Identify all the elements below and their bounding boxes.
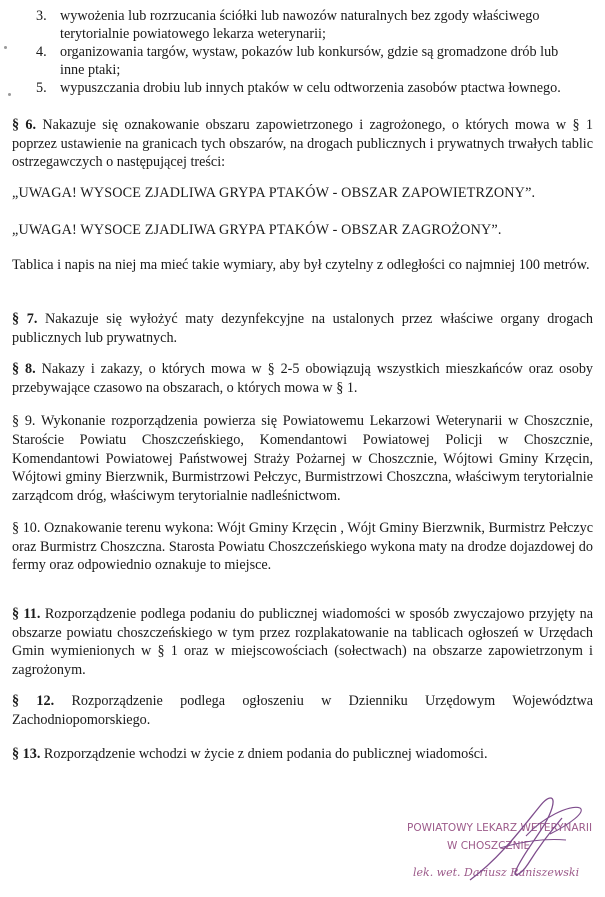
paragraph-text: Rozporządzenie podlega podaniu do publicznej wiadomości w sposób zwyczajowo przyjęty na obszarze powiatu choszczeńskiego w tym przez rozplakatowanie na tablicach ogłoszeń w Urzędach Gmin wymienionych w § 1 oraz w miejscowościach (sołectwach) na obszarze zapowietrzonym i zagrożonym. xyxy=(12,606,594,678)
scan-speck xyxy=(8,93,11,96)
handwritten-signature xyxy=(430,788,590,888)
paragraph-text: Nakazuje się oznakowanie obszaru zapowietrzonego i zagrożonego, o których mowa w § 1 poprzez ustawienie na granicach tych obszarów, na drogach publicznych i prywatnych trwałych tablic ostrzegawczych o następującej treści: xyxy=(12,117,593,170)
list-item-3 xyxy=(36,7,596,43)
sign-dimensions-paragraph: Tablica i napis na niej ma mieć takie wymiary, aby był czytelny z odległości co najmniej 100 metrów. xyxy=(12,257,590,273)
list-number: 3. xyxy=(36,8,47,24)
list-number: 4. xyxy=(36,44,47,60)
stamp-title: POWIATOWY LEKARZ WETERYNARII xyxy=(407,822,593,834)
section-mark: § 10. xyxy=(12,520,41,536)
section-mark: § 13. xyxy=(12,746,41,762)
paragraph-9 xyxy=(12,412,593,506)
section-mark: § 7. xyxy=(12,311,38,327)
section-mark: § 8. xyxy=(12,361,36,377)
list-text: wypuszczania drobiu lub innych ptaków w celu odtworzenia zasobów ptactwa łownego. xyxy=(60,80,561,96)
warning-notice-contaminated: „UWAGA! WYSOCE ZJADLIWA GRYPA PTAKÓW - OBSZAR ZAPOWIETRZONY”. xyxy=(12,185,536,201)
paragraph-text: Rozporządzenie wchodzi w życie z dniem podania do publicznej wiadomości. xyxy=(43,746,488,762)
list-number: 5. xyxy=(36,80,47,96)
section-mark: § 9. xyxy=(12,413,36,429)
paragraph-8 xyxy=(12,360,593,397)
paragraph-11 xyxy=(12,605,593,679)
section-mark: § 6. xyxy=(12,117,37,133)
list-text: organizowania targów, wystaw, pokazów lub konkursów, gdzie są gromadzone drób lub inne ptaki; xyxy=(60,44,559,78)
paragraph-text: Wykonanie rozporządzenia powierza się Powiatowemu Lekarzowi Weterynarii w Choszcznie, Staroście Powiatu Choszczeńskiego, Komendantowi Powiatowej Policji w Choszcznie, Komendantowi Powiatowej Państwowej Straży Pożarnej w Choszcznie, Wójtowi Gminy Krzęcin, Wójtowi gminy Bierzwnik, Burmistrzowi Pełczyc, Burmistrzowi Choszczna, właściwym terytorialnie zarządcom dróg, właściwym terytorialnie nadleśnictwom. xyxy=(12,413,594,505)
section-mark: § 12. xyxy=(12,693,55,709)
section-mark: § 11. xyxy=(12,606,41,622)
paragraph-12 xyxy=(12,692,593,729)
paragraph-6 xyxy=(12,116,593,172)
warning-notice-threatened: „UWAGA! WYSOCE ZJADLIWA GRYPA PTAKÓW - OBSZAR ZAGROŻONY”. xyxy=(12,222,502,238)
stamp-signatory: lek. wet. Dariusz Raniszewski xyxy=(413,866,580,879)
paragraph-7 xyxy=(12,310,593,347)
paragraph-13 xyxy=(12,745,593,764)
stamp-location: W CHOSZCZNIE xyxy=(447,840,531,852)
paragraph-text: Nakazy i zakazy, o których mowa w § 2-5 obowiązują wszystkich mieszkańców oraz osoby przebywające czasowo na obszarach, o których mowa w § 1. xyxy=(12,361,594,396)
paragraph-text: Rozporządzenie podlega ogłoszeniu w Dzienniku Urzędowym Województwa Zachodniopomorskiego. xyxy=(12,693,594,728)
list-text: wywożenia lub rozrzucania ściółki lub nawozów naturalnych bez zgody właściwego terytorialnie powiatowego lekarza weterynarii; xyxy=(60,8,540,42)
list-item-4 xyxy=(36,43,596,79)
paragraph-text: Oznakowanie terenu wykona: Wójt Gminy Krzęcin , Wójt Gminy Bierzwnik, Burmistrz Pełczyc oraz Burmistrz Choszczna. Starosta Powiatu Choszczeńskiego wykona maty na drodze dojazdowej do fermy oraz odpowiednio oznakuje to miejsce. xyxy=(12,520,594,573)
paragraph-text: Nakazuje się wyłożyć maty dezynfekcyjne na ustalonych przez właściwe organy drogach publicznych lub prywatnych. xyxy=(12,311,594,346)
scan-speck xyxy=(4,46,7,49)
paragraph-10 xyxy=(12,519,593,575)
list-item-5 xyxy=(36,79,596,97)
